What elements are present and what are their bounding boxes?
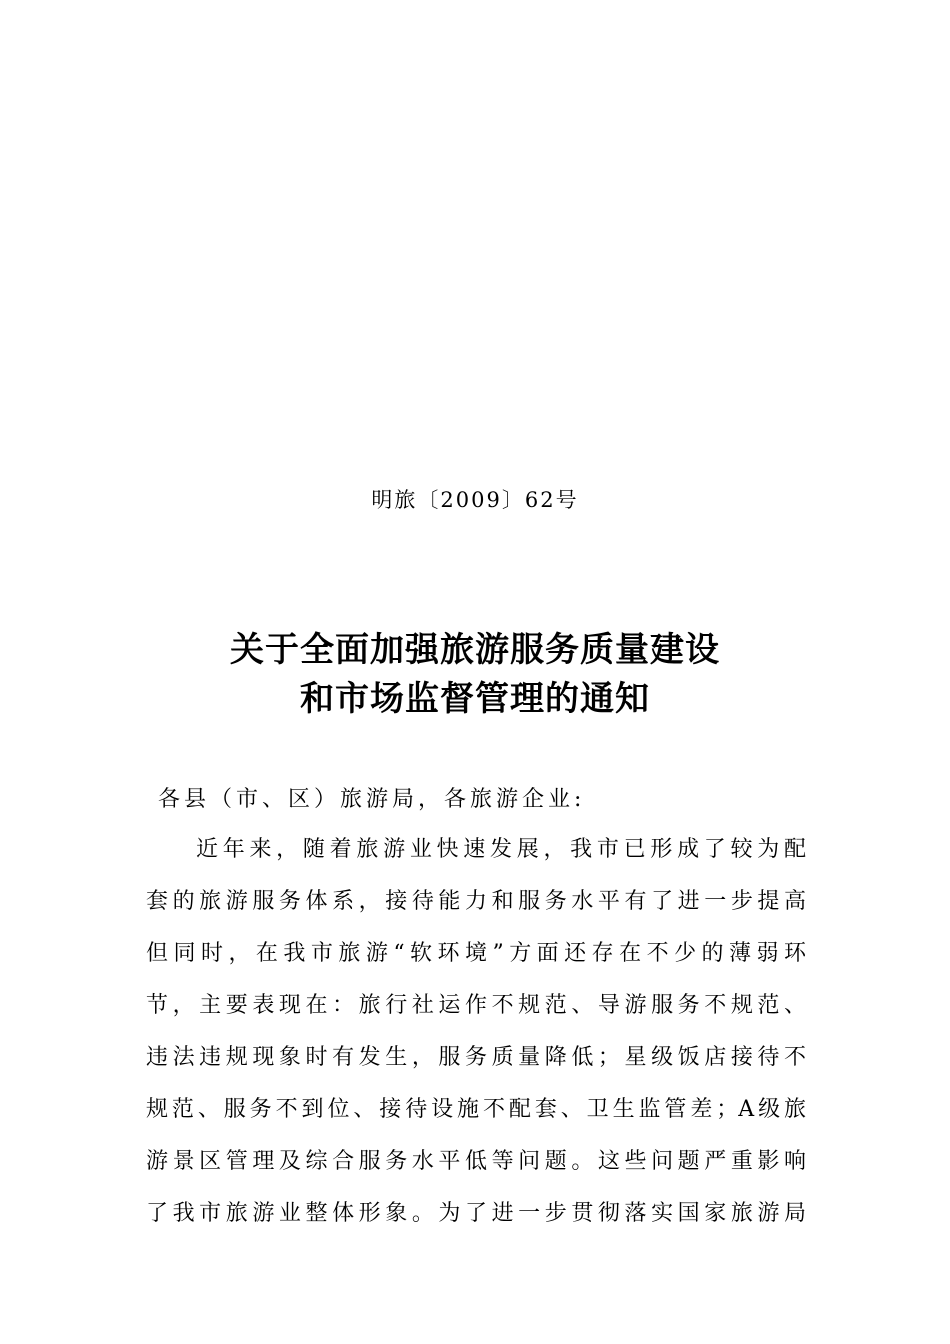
salutation: 各县（市、区）旅游局，各旅游企业: [158,787,586,812]
body-line-5: 违法违规现象时有发生，服务质量降低；星级饭店接待不 [146,1045,806,1070]
title-line-2: 和市场监督管理的通知 [300,679,650,719]
body-line-3: 但同时，在我市旅游“软环境”方面还存在不少的薄弱环 [146,941,806,966]
body-line-7: 游景区管理及综合服务水平低等问题。这些问题严重影响 [146,1149,806,1174]
body-line-2: 套的旅游服务体系，接待能力和服务水平有了进一步提高 [146,889,806,914]
title-line-1: 关于全面加强旅游服务质量建设 [230,630,720,670]
body-line-8: 了我市旅游业整体形象。为了进一步贯彻落实国家旅游局 [146,1201,806,1226]
document-title [0,626,950,724]
document-number: 明旅〔2009〕62号 [371,488,579,512]
body-line-4: 节，主要表现在：旅行社运作不规范、导游服务不规范、 [146,993,806,1018]
body-text [146,828,806,1244]
body-line-6: 规范、服务不到位、接待设施不配套、卫生监管差；A级旅 [146,1097,806,1122]
body-line-1: 近年来，随着旅游业快速发展，我市已形成了较为配 [196,837,806,862]
